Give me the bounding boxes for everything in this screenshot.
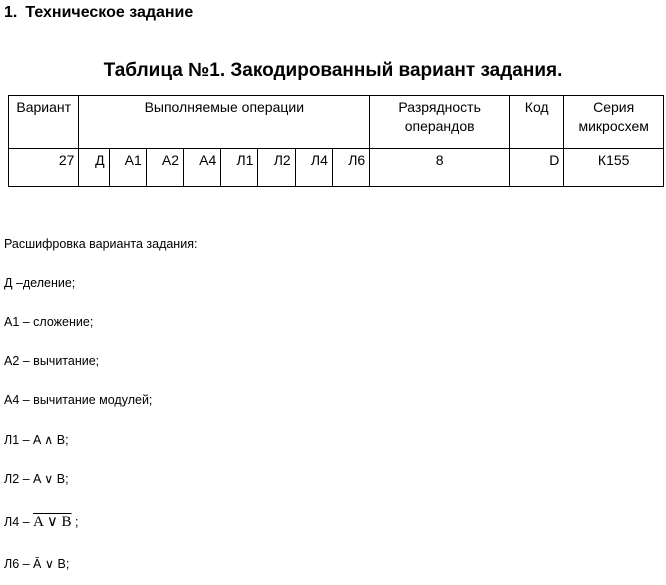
decoding-item: Л4 – A ∨ B ; bbox=[4, 514, 79, 530]
cell-operation: Л6 bbox=[332, 149, 369, 187]
section-heading bbox=[4, 4, 193, 22]
cell-variant: 27 bbox=[9, 149, 79, 187]
decoding-title: Расшифровка варианта задания: bbox=[4, 237, 198, 251]
header-variant: Вариант bbox=[9, 96, 79, 149]
cell-bit-width: 8 bbox=[370, 149, 510, 187]
assignment-table bbox=[8, 95, 664, 187]
cell-operation: А4 bbox=[184, 149, 221, 187]
cell-operation: А2 bbox=[146, 149, 183, 187]
formula-overlined: A ∨ B bbox=[33, 514, 72, 530]
cell-code: D bbox=[510, 149, 564, 187]
decoding-item: А1 – сложение; bbox=[4, 315, 94, 329]
cell-operation: Л2 bbox=[258, 149, 295, 187]
decoding-item: Л2 – A ∨ B; bbox=[4, 472, 69, 486]
decoding-item: Л6 – Ā ∨ B; bbox=[4, 557, 70, 571]
header-code: Код bbox=[510, 96, 564, 149]
decoding-item: А2 – вычитание; bbox=[4, 354, 100, 368]
header-operations: Выполняемые операции bbox=[79, 96, 370, 149]
table-caption: Таблица №1. Закодированный вариант задания. bbox=[103, 60, 563, 81]
section-title: Техническое задание bbox=[25, 4, 194, 21]
header-series: Серия микросхем bbox=[564, 96, 664, 149]
table-header-row bbox=[9, 96, 664, 149]
decoding-item: Л1 – A ∧ B; bbox=[4, 433, 69, 447]
cell-operation: А1 bbox=[109, 149, 146, 187]
decoding-item: А4 – вычитание модулей; bbox=[4, 393, 153, 407]
decoding-item: Д –деление; bbox=[4, 276, 76, 290]
header-bit-width: Разрядность операндов bbox=[370, 96, 510, 149]
cell-operation: Д bbox=[79, 149, 109, 187]
cell-operation: Л1 bbox=[221, 149, 258, 187]
cell-operation: Л4 bbox=[295, 149, 332, 187]
table-row bbox=[9, 149, 664, 187]
cell-series: К155 bbox=[564, 149, 664, 187]
section-number: 1. bbox=[4, 4, 18, 21]
